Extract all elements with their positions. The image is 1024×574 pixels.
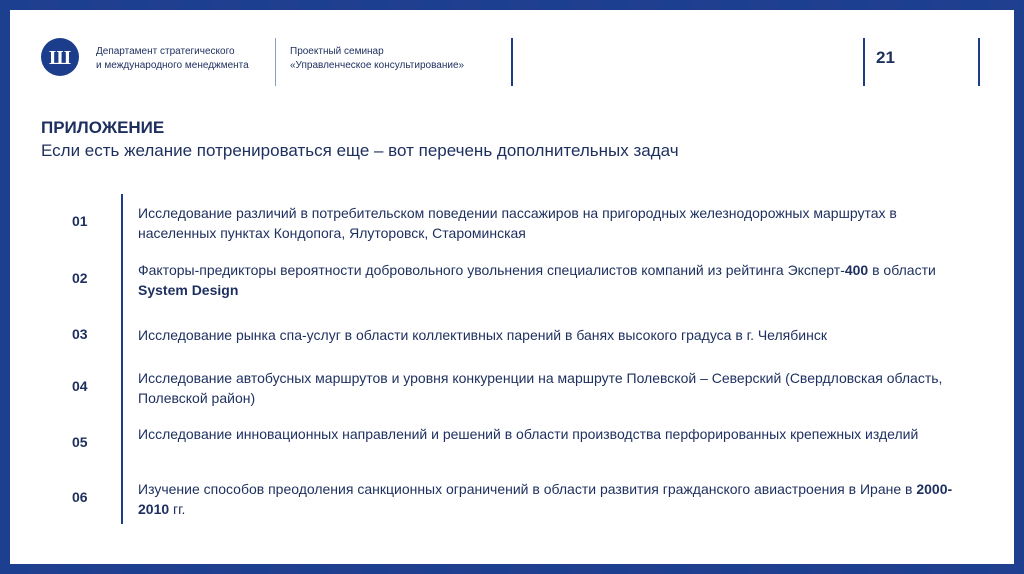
header-divider (863, 38, 865, 86)
svg-text:Ш: Ш (49, 47, 71, 69)
item-number: 03 (72, 326, 88, 342)
item-number: 02 (72, 270, 88, 286)
department-name: Департамент стратегического и международного менеджмента (96, 46, 249, 71)
seminar-name: Проектный семинар «Управленческое консультирование» (290, 46, 465, 71)
item-text: Исследование автобусных маршрутов и уровня конкуренции на маршруте Полевской – Северский (Свердловская область, Полевской район) (138, 370, 943, 406)
item-number: 06 (72, 489, 88, 505)
slide (10, 10, 1014, 564)
header-divider (511, 38, 513, 86)
hse-logo-icon (49, 45, 71, 69)
item-text: Исследование различий в потребительском поведении пассажиров на пригородных железнодорожных маршрутах в населенных пунктах Кондопога, Ялуторовск, Староминская (138, 205, 897, 241)
header-divider (275, 38, 276, 86)
item-number: 05 (72, 434, 88, 450)
item-text: Изучение способов преодоления санкционных ограничений в области развития гражданского авиастроения в Иране в 2000-2010 гг. (138, 481, 953, 517)
hse-logo (41, 38, 79, 76)
page-subtitle: Если есть желание потренироваться еще – вот перечень дополнительных задач (41, 141, 679, 160)
item-text: Исследование инновационных направлений и решений в области производства перфорированных крепежных изделий (138, 426, 919, 442)
item-text: Исследование рынка спа-услуг в области коллективных парений в банях высокого градуса в г. Челябинск (138, 327, 827, 343)
page-title: ПРИЛОЖЕНИЕ (41, 118, 165, 137)
item-number: 01 (72, 213, 88, 229)
header-divider (978, 38, 980, 86)
item-number: 04 (72, 378, 88, 394)
item-text: Факторы-предикторы вероятности добровольного увольнения специалистов компаний из рейтинга Эксперт-400 в области System Design (138, 262, 936, 298)
page-number: 21 (876, 48, 895, 67)
list-divider (121, 194, 123, 524)
